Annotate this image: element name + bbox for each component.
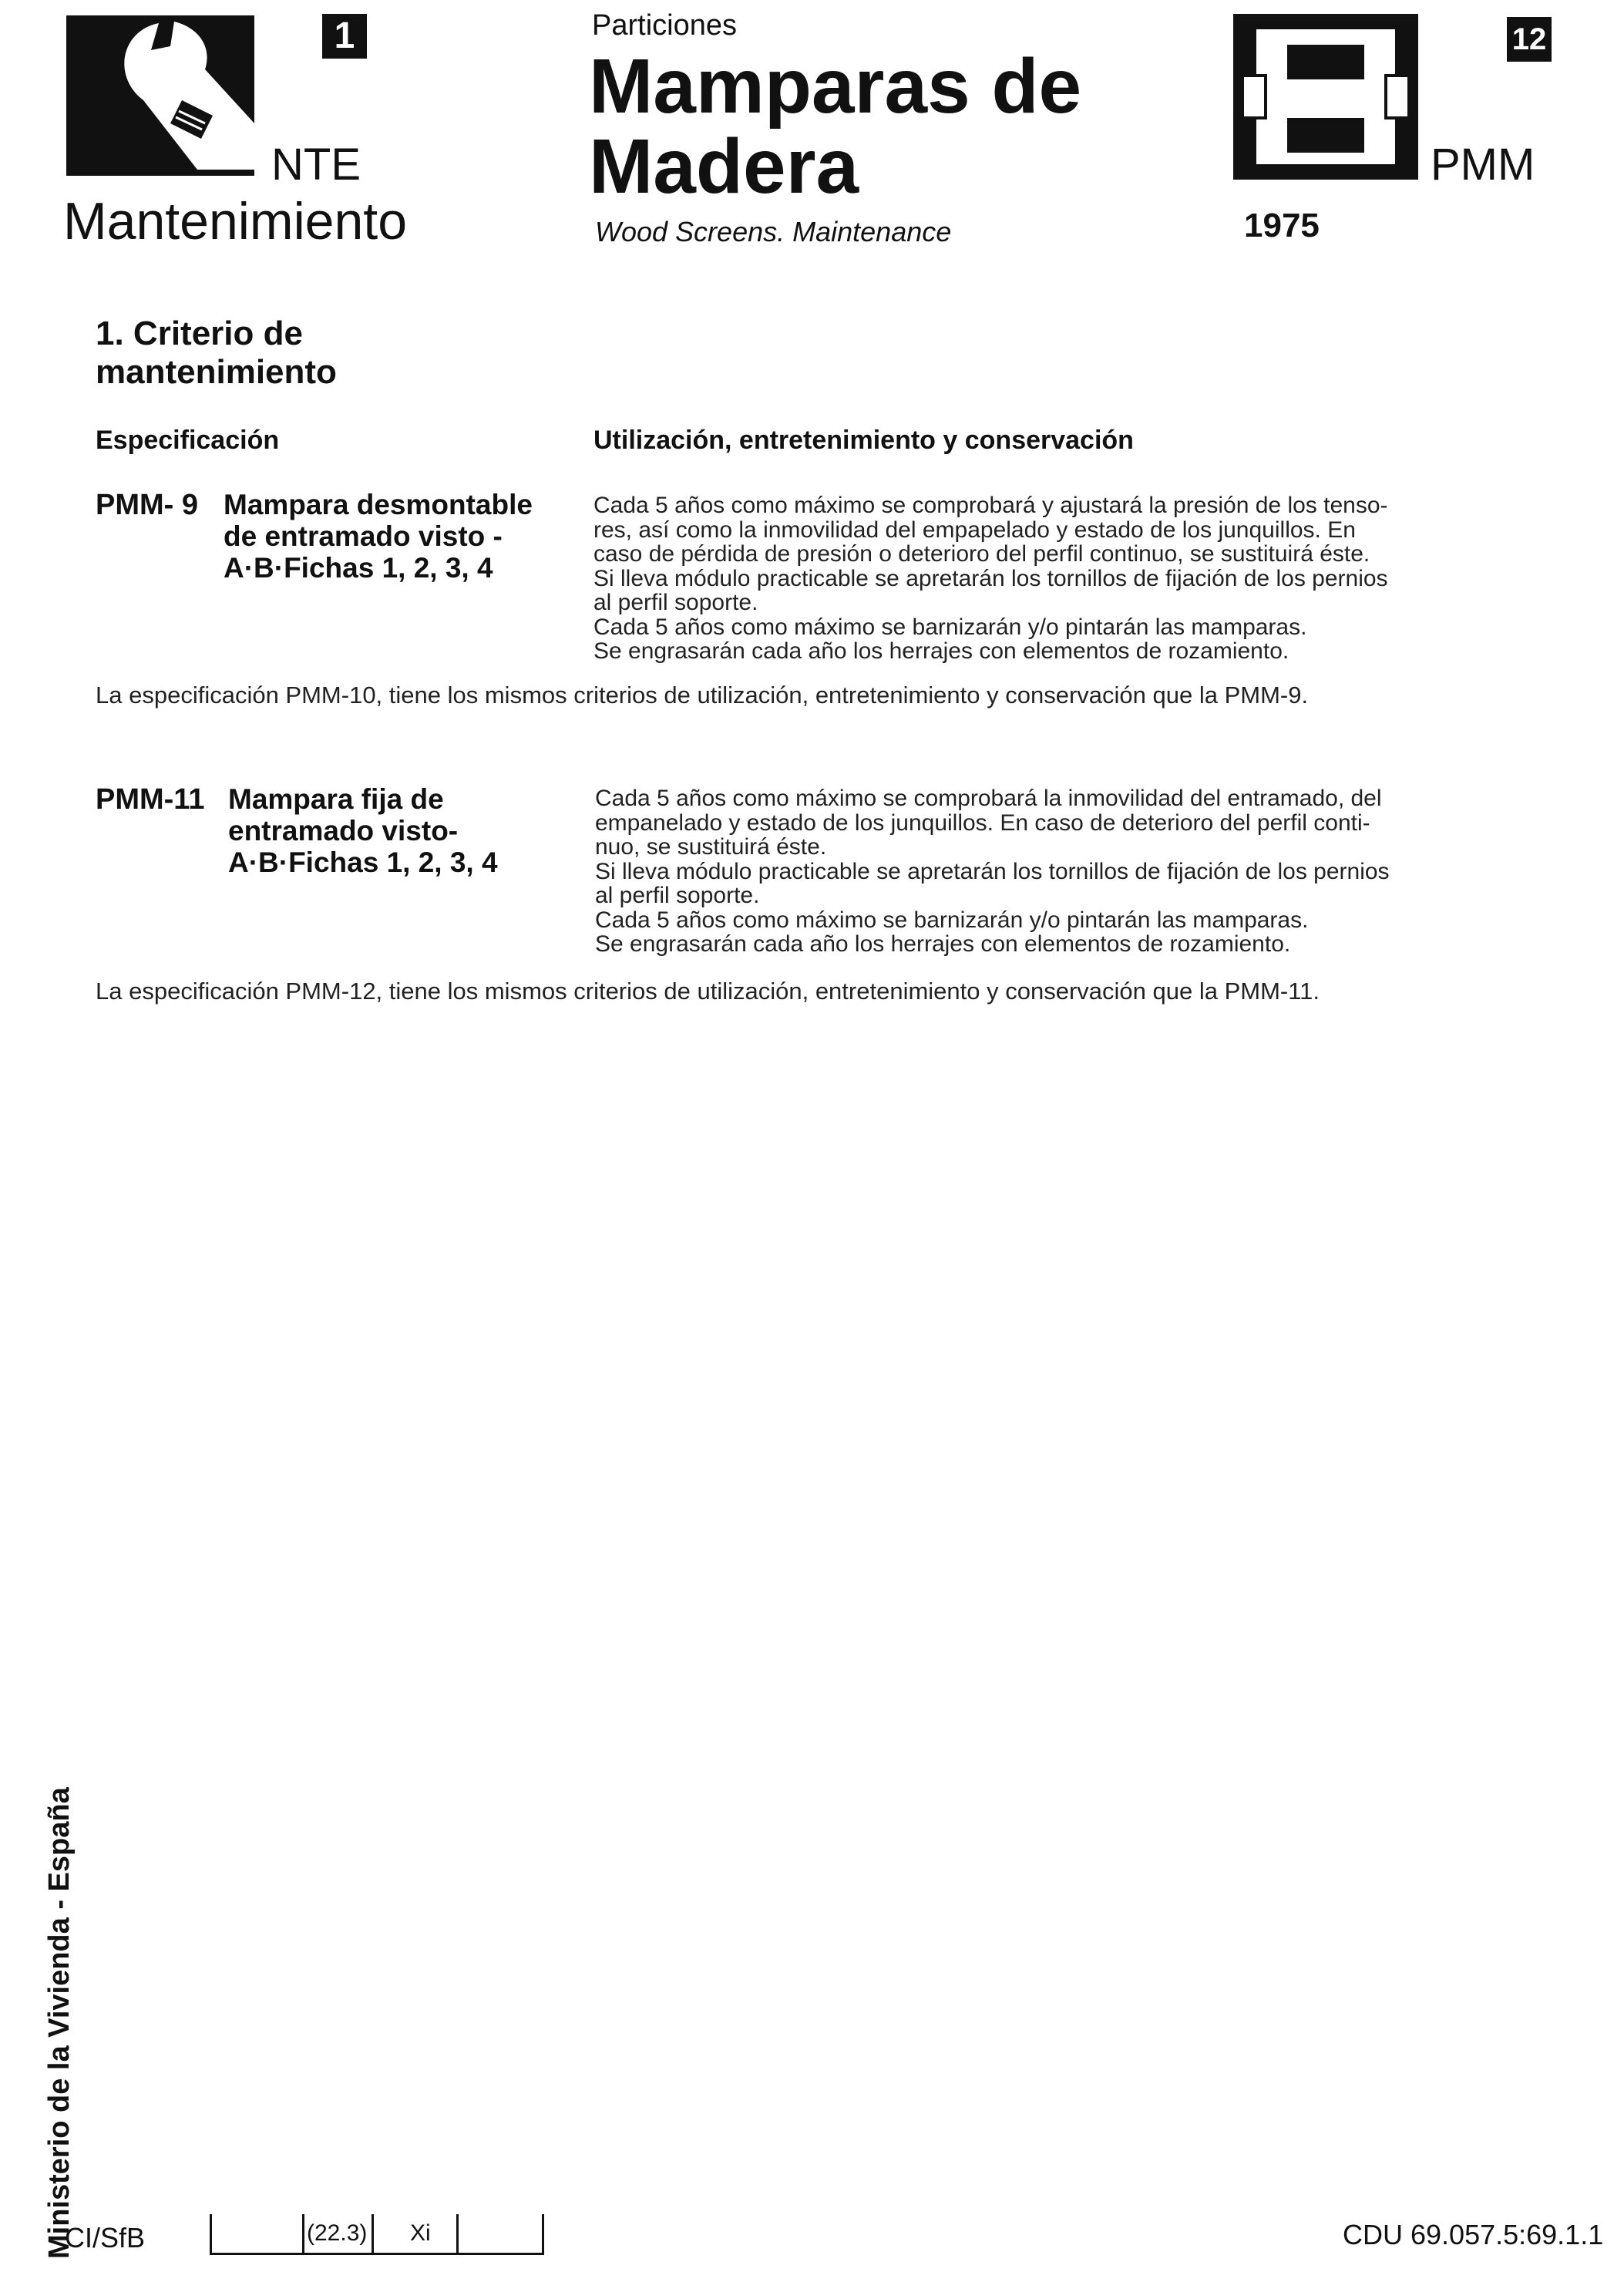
classification-box xyxy=(210,2214,304,2255)
spec-note: La especificación PMM-10, tiene los mismos criterios de utilización, entretenimiento y conservación que la PMM-9. xyxy=(96,682,1309,709)
chapter-badge: 1 xyxy=(322,14,367,59)
standard-code: PMM xyxy=(1431,140,1535,190)
classification-code: (22.3) xyxy=(307,2220,368,2246)
title-line-1: Mamparas de xyxy=(589,43,1082,130)
screen-plan-icon xyxy=(1233,14,1418,180)
spec-name: Mampara desmontable de entramado visto -A·B·Fichas 1, 2, 3, 4 xyxy=(224,489,533,584)
maintenance-wrench-icon xyxy=(66,15,254,176)
category-label: Particiones xyxy=(592,9,737,42)
nte-label: NTE xyxy=(271,140,361,190)
spec-note: La especificación PMM-12, tiene los mismos criterios de utilización, entretenimiento y conservación que la PMM-11. xyxy=(96,978,1320,1005)
english-subtitle: Wood Screens. Maintenance xyxy=(595,216,952,247)
publication-year: 1975 xyxy=(1244,207,1320,244)
cisfb-label: CI/SfB xyxy=(65,2222,146,2253)
spec-code: PMM- 9 xyxy=(96,489,198,521)
cdu-code: CDU 69.057.5:69.1.1 xyxy=(1343,2219,1604,2250)
page-title xyxy=(589,43,1082,210)
spec-maintenance-text: Cada 5 años como máximo se comprobará y ajustará la presión de los tenso- res, así como la inmovilidad del empapelado y estado de los junquillos. En caso de pérdida de presión o deterioro del perfil continuo, se sustituirá éste. Si lleva módulo practicable se apretarán los tornillos de fijación de los pernios al perfil soporte. Cada 5 años como máximo se barnizarán y/o pintarán las mamparas. Se engrasarán cada año los herrajes con elementos de rozamiento. xyxy=(593,493,1388,664)
classification-box xyxy=(456,2214,544,2255)
section-title: 1. Criterio de mantenimiento xyxy=(96,315,337,391)
column-header-spec: Especificación xyxy=(96,426,280,455)
classification-code: Xi xyxy=(410,2220,431,2246)
spec-name: Mampara fija de entramado visto-A·B·Fichas 1, 2, 3, 4 xyxy=(228,783,498,878)
spec-code: PMM-11 xyxy=(96,783,205,816)
ministry-label: Ministerio de la Vivienda - España xyxy=(43,1787,76,2259)
sheet-number-badge: 12 xyxy=(1507,17,1552,62)
spec-maintenance-text: Cada 5 años como máximo se comprobará la inmovilidad del entramado, del empanelado y estado de los junquillos. En caso de deterioro del perfil conti- nuo, se sustituirá éste. Si lleva módulo practicable se apretarán los tornillos de fijación de los pernios al perfil soporte. Cada 5 años como máximo se barnizarán y/o pintarán las mamparas. Se engrasarán cada año los herrajes con elementos de rozamiento. xyxy=(595,786,1390,957)
title-line-2: Madera xyxy=(589,123,859,210)
column-header-use: Utilización, entretenimiento y conservación xyxy=(593,426,1134,455)
document-type-title: Mantenimiento xyxy=(63,192,408,251)
